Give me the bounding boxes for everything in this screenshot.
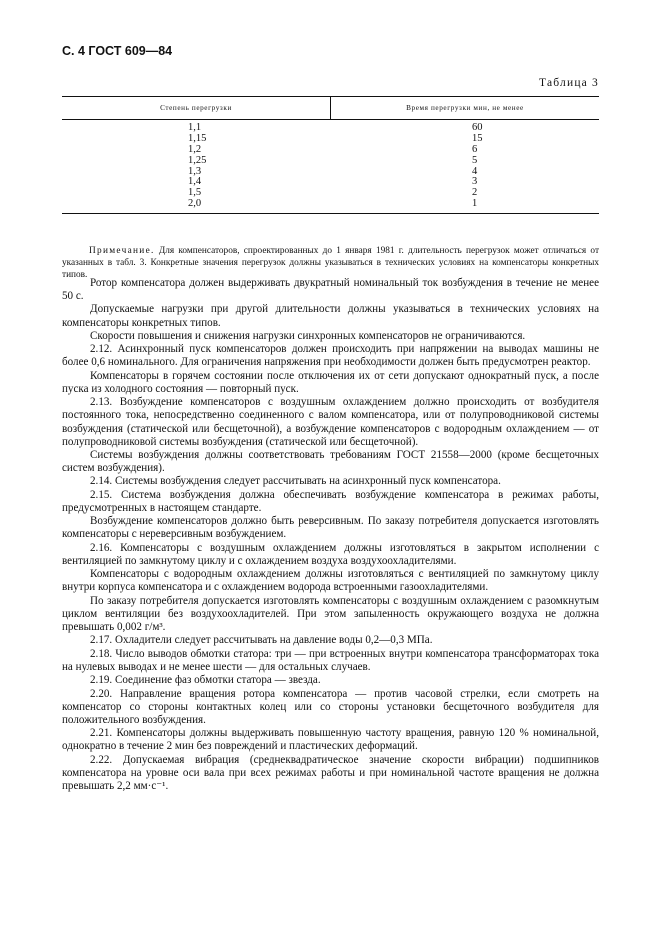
table-cell: 1,4 [188, 176, 202, 188]
table-body [62, 120, 599, 213]
paragraph: 2.12. Асинхронный пуск компенсаторов должен происходить при напряжении на выводах машины не более 0,6 номинального. Для ограничения напряжения при необходимости должен быть предусмотрен реактор. [62, 343, 599, 369]
paragraph: Компенсаторы с водородным охлаждением должны изготовляться с вентиляцией по замкнутому циклу внутри корпуса компенсатора и с охлаждением водорода встроенными газоохладителями. [62, 568, 599, 594]
table-caption: Таблица 3 [539, 77, 599, 89]
table-cell: 1,2 [188, 143, 202, 155]
note-text: Для компенсаторов, спроектированных до 1 января 1981 г. длительность перегрузок может отличаться от указанных в табл. 3. Конкретные значения перегрузок должны указываться в технических условиях на компенсаторы конкретных типов. [62, 246, 600, 280]
overload-time-column [330, 123, 598, 210]
table-cell: 5 [472, 154, 478, 166]
overload-table [62, 96, 599, 214]
column-header-overload-time: Время перегрузки мин, не менее [330, 97, 599, 119]
paragraph: 2.18. Число выводов обмотки статора: три — при встроенных внутри компенсатора трансформаторах тока на нулевых выводах и не менее шести — для остальных случаев. [62, 647, 599, 673]
table-cell: 3 [472, 176, 478, 188]
table-cell: 60 [472, 122, 483, 133]
table-cell: 1,25 [188, 154, 207, 166]
table-cell: 1,15 [188, 132, 207, 144]
table-bottom-rule [62, 213, 599, 214]
table-cell: 1,1 [188, 122, 202, 133]
paragraph: 2.20. Направление вращения ротора компенсатора — против часовой стрелки, если смотреть на компенсатор со стороны контактных колец или со стороны установки бесщеточного возбудителя для положительного возбуждения. [62, 687, 599, 726]
table-cell: 2,0 [188, 198, 202, 210]
paragraph: 2.17. Охладители следует рассчитывать на давление воды 0,2—0,3 МПа. [90, 634, 433, 647]
paragraph: По заказу потребителя допускается изготовлять компенсаторы с воздушным охлаждением с разомкнутым циклом вентиляции без воздухоохладителей. При этом запыленность окружающего воздуха не должна превышать 0,002 г/м³. [62, 594, 599, 633]
table-cell: 1 [472, 198, 478, 210]
paragraph: Системы возбуждения должны соответствовать требованиям ГОСТ 21558—2000 (кроме бесщеточных систем возбуждения). [62, 449, 599, 475]
paragraph: Возбуждение компенсаторов должно быть реверсивным. По заказу потребителя допускается изготовлять компенсаторы с нереверсивным возбуждением. [62, 515, 599, 541]
column-header-overload-ratio: Степень перегрузки [160, 104, 232, 112]
table-cell: 6 [472, 143, 478, 155]
paragraph: 2.16. Компенсаторы с воздушным охлаждением должны изготовляться в закрытом исполнении с вентиляцией по замкнутому циклу и с охлаждением воздуха воздухоохладителями. [62, 541, 599, 567]
paragraph: 2.14. Системы возбуждения следует рассчитывать на асинхронный пуск компенсатора. [90, 475, 501, 488]
paragraph: 2.21. Компенсаторы должны выдерживать повышенную частоту вращения, равную 120 % номинальной, однократно в течение 2 мин без повреждений и пластических деформаций. [62, 727, 599, 753]
paragraph: 2.22. Допускаемая вибрация (среднеквадратическое значение скорости вибрации) подшипников компенсатора на уровне оси вала при всех режимах работы и при номинальной частоте вращения не должна превышать 2,2 мм·с⁻¹. [62, 753, 599, 792]
paragraph: 2.15. Система возбуждения должна обеспечивать возбуждение компенсатора в режимах работы, предусмотренных в настоящем стандарте. [62, 488, 599, 514]
table-cell: 4 [472, 165, 478, 177]
body-text [62, 277, 599, 793]
paragraph: 2.19. Соединение фаз обмотки статора — звезда. [90, 674, 321, 687]
paragraph: Допускаемые нагрузки при другой длительности должны указываться в технических условиях на компенсаторы конкретных типов. [62, 303, 599, 329]
paragraph: Ротор компенсатора должен выдерживать двукратный номинальный ток возбуждения в течение не менее 50 с. [62, 277, 599, 303]
overload-ratio-column [62, 123, 330, 210]
table-cell: 15 [472, 132, 483, 144]
page-header: С. 4 ГОСТ 609—84 [62, 44, 173, 58]
paragraph: 2.13. Возбуждение компенсаторов с воздушным охлаждением должно происходить от возбудителя постоянного тока, непосредственно соединенного с валом компенсатора, или от полупроводниковой системы возбуждения (статической или бесщеточной), а возбуждение компенсаторов с водородным охлаждением — от полупроводниковой системы возбуждения (статической или бесщеточной). [62, 396, 599, 448]
table-cell: 1,5 [188, 187, 202, 199]
table-cell: 2 [472, 187, 478, 199]
paragraph: Скорости повышения и снижения нагрузки синхронных компенсаторов не ограничиваются. [90, 329, 526, 342]
paragraph: Компенсаторы в горячем состоянии после отключения их от сети допускают однократный пуск, а после пуска из холодного состояния — повторный пуск. [62, 369, 599, 395]
table-cell: 1,3 [188, 165, 202, 177]
note-label: Примечание. [89, 246, 155, 257]
table-header-row [62, 97, 599, 119]
